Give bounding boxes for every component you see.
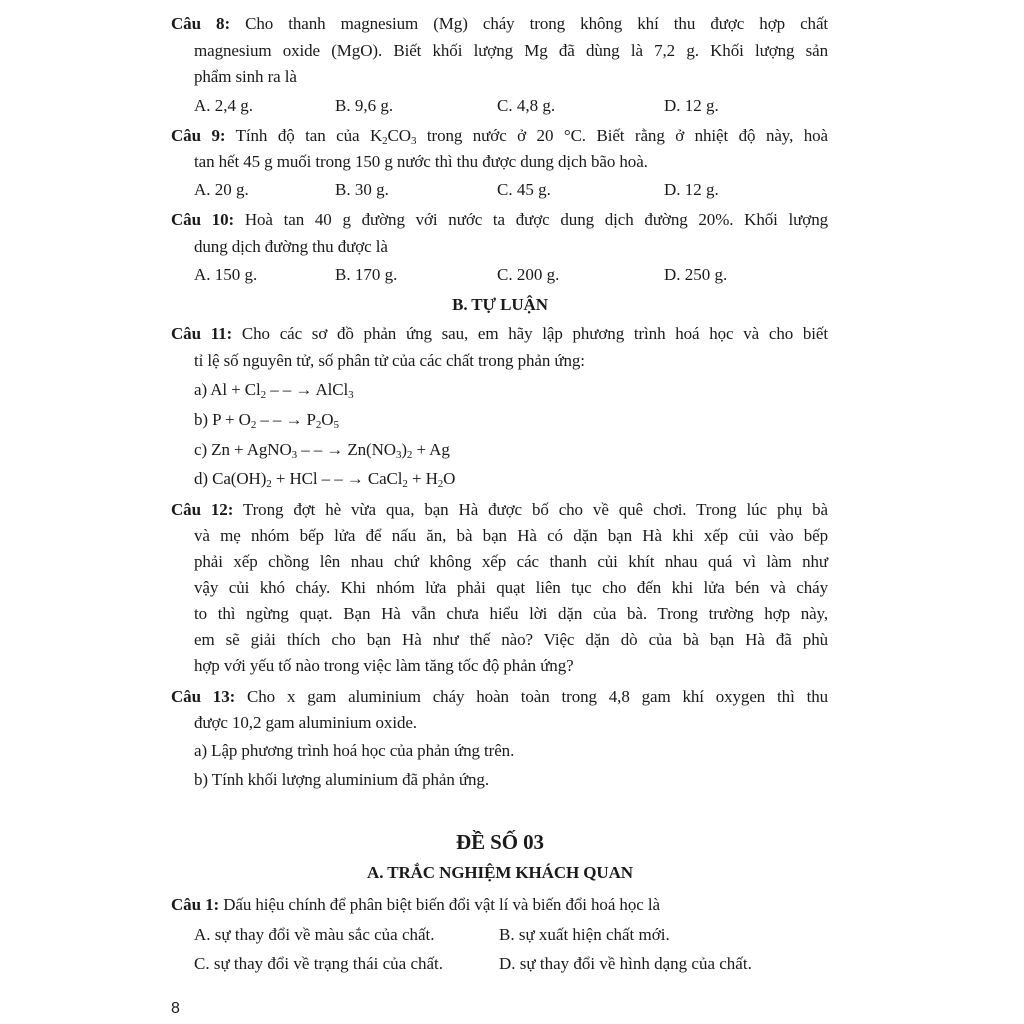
question-13-part-b: b) Tính khối lượng aluminium đã phản ứng.: [194, 770, 489, 789]
subscript: 3: [348, 389, 354, 401]
option-d: D. 12 g.: [664, 180, 719, 199]
option-d: D. sự thay đổi về hình dạng của chất.: [499, 954, 752, 973]
equation-b: [194, 410, 339, 430]
subscript: 5: [333, 419, 339, 431]
question-13-label: Câu 13:: [171, 687, 236, 706]
question-13-part-a: a) Lập phương trình hoá học của phản ứng trên.: [194, 741, 515, 760]
question-12-line-1: [171, 500, 828, 520]
equation-text: O: [321, 410, 334, 429]
equation-text: Zn + AgNO: [211, 440, 292, 459]
equation-text: – – → Zn(NO: [297, 440, 396, 459]
section-a-heading: A. TRẮC NGHIỆM KHÁCH QUAN: [367, 863, 633, 882]
question-11-label: Câu 11:: [171, 324, 233, 343]
option-a: A. 150 g.: [194, 265, 258, 284]
equation-text: – – → P: [256, 410, 316, 429]
question-10-label: Câu 10:: [171, 210, 235, 229]
exam-title: ĐỀ SỐ 03: [456, 830, 544, 854]
subscript: 2: [260, 389, 267, 401]
option-c: C. 45 g.: [497, 180, 551, 199]
question-9-text: CO: [387, 126, 411, 145]
question-9-text: Tính độ tan của K: [225, 126, 383, 145]
question-8-line-2: magnesium oxide (MgO). Biết khối lượng Mg đã dùng là 7,2 g. Khối lượng sản: [194, 41, 828, 60]
option-a: A. 2,4 g.: [194, 96, 254, 115]
equation-text: + HCl – – → CaCl: [271, 469, 403, 488]
equation-text: + H: [407, 469, 438, 488]
question-11-line-2: tỉ lệ số nguyên tử, số phân tử của các chất trong phản ứng:: [194, 351, 585, 370]
question-10-text: Hoà tan 40 g đường với nước ta được dung dịch đường 20%. Khối lượng: [234, 210, 828, 229]
subscript: 3: [395, 449, 402, 461]
question-13-line-1: [171, 687, 828, 707]
option-c: C. sự thay đổi về trạng thái của chất.: [194, 954, 444, 973]
question-13-line-2: được 10,2 gam aluminium oxide.: [194, 713, 417, 732]
question-12-text: Trong đợt hè vừa qua, bạn Hà được bố cho về quê chơi. Trong lúc phụ bà: [233, 500, 828, 519]
option-d: D. 250 g.: [664, 265, 728, 284]
question-12-line-5: to thì ngừng quạt. Bạn Hà vẫn chưa hiểu lời dặn của bà. Trong trường hợp này,: [194, 604, 828, 623]
question-9-text: trong nước ở 20 °C. Biết rằng ở nhiệt độ này, hoà: [416, 126, 829, 145]
question-10-line-2: dung dịch đường thu được là: [194, 237, 388, 256]
question-9-label: Câu 9:: [171, 126, 226, 145]
option-b: B. 170 g.: [335, 265, 398, 284]
question-8-line-1: [171, 14, 828, 34]
question-8-label: Câu 8:: [171, 14, 231, 33]
subscript: 2: [437, 478, 444, 490]
equation-text: + Ag: [412, 440, 450, 459]
equation-label: a): [194, 380, 211, 399]
subscript: 2: [382, 135, 388, 147]
subscript: 2: [315, 419, 322, 431]
option-d: D. 12 g.: [664, 96, 719, 115]
equation-text: – – → AlCl: [266, 380, 349, 399]
section-b-heading: B. TỰ LUẬN: [452, 295, 548, 314]
option-b: B. 30 g.: [335, 180, 389, 199]
equation-text: Ca(OH): [212, 469, 267, 488]
option-c: C. 4,8 g.: [497, 96, 556, 115]
equation-d: [194, 469, 455, 489]
question-10-line-1: [171, 210, 828, 230]
equation-c: [194, 440, 450, 460]
option-a: A. 20 g.: [194, 180, 249, 199]
equation-text: ): [401, 440, 407, 459]
equation-text: Al + Cl: [210, 380, 261, 399]
subscript: 3: [410, 135, 417, 147]
question-13-text: Cho x gam aluminium cháy hoàn toàn trong 4,8 gam khí oxygen thì thu: [235, 687, 828, 706]
question-12-line-3: phải xếp chồng lên nhau chứ không xếp các thanh củi khít nhau quá vì làm như: [194, 552, 828, 571]
equation-a: [194, 380, 354, 400]
question-8-text: Cho thanh magnesium (Mg) cháy trong không khí thu được hợp chất: [230, 14, 829, 33]
question-12-label: Câu 12:: [171, 500, 234, 519]
equation-label: b): [194, 410, 213, 429]
question-1-line-1: [171, 895, 828, 915]
question-1-text: Dấu hiệu chính để phân biệt biến đổi vật lí và biến đổi hoá học là: [219, 895, 660, 914]
question-12-line-7: hợp với yếu tố nào trong việc làm tăng tốc độ phản ứng?: [194, 656, 574, 675]
option-c: C. 200 g.: [497, 265, 560, 284]
subscript: 2: [250, 419, 257, 431]
option-a: A. sự thay đổi về màu sắc của chất.: [194, 925, 435, 944]
equation-text: O: [443, 469, 456, 488]
question-11-text: Cho các sơ đồ phản ứng sau, em hãy lập phương trình hoá học và cho biết: [232, 324, 828, 343]
page-number: 8: [171, 1000, 180, 1017]
equation-text: P + O: [212, 410, 251, 429]
question-11-line-1: [171, 324, 828, 344]
subscript: 2: [402, 478, 408, 490]
option-b: B. 9,6 g.: [335, 96, 394, 115]
question-9-line-2: tan hết 45 g muối trong 150 g nước thì thu được dung dịch bão hoà.: [194, 152, 648, 171]
subscript: 2: [406, 449, 413, 461]
question-12-line-4: vậy củi khó cháy. Khi nhóm lửa phải quạt liên tục cho đến khi lửa bén và cháy: [194, 578, 828, 597]
question-12-line-6: em sẽ giải thích cho bạn Hà như thế nào? Việc dặn dò của bà bạn Hà đã phù: [194, 630, 828, 649]
question-12-line-2: và mẹ nhóm bếp lửa để nấu ăn, bà bạn Hà có dặn bạn Hà khi xếp củi vào bếp: [194, 526, 828, 545]
question-1-label: Câu 1:: [171, 895, 220, 914]
question-9-line-1: [171, 126, 828, 146]
option-b: B. sự xuất hiện chất mới.: [499, 925, 670, 944]
equation-label: c): [194, 440, 212, 459]
question-8-line-3: phẩm sinh ra là: [194, 67, 297, 86]
equation-label: d): [194, 469, 213, 488]
subscript: 2: [266, 478, 272, 490]
subscript: 3: [291, 449, 298, 461]
